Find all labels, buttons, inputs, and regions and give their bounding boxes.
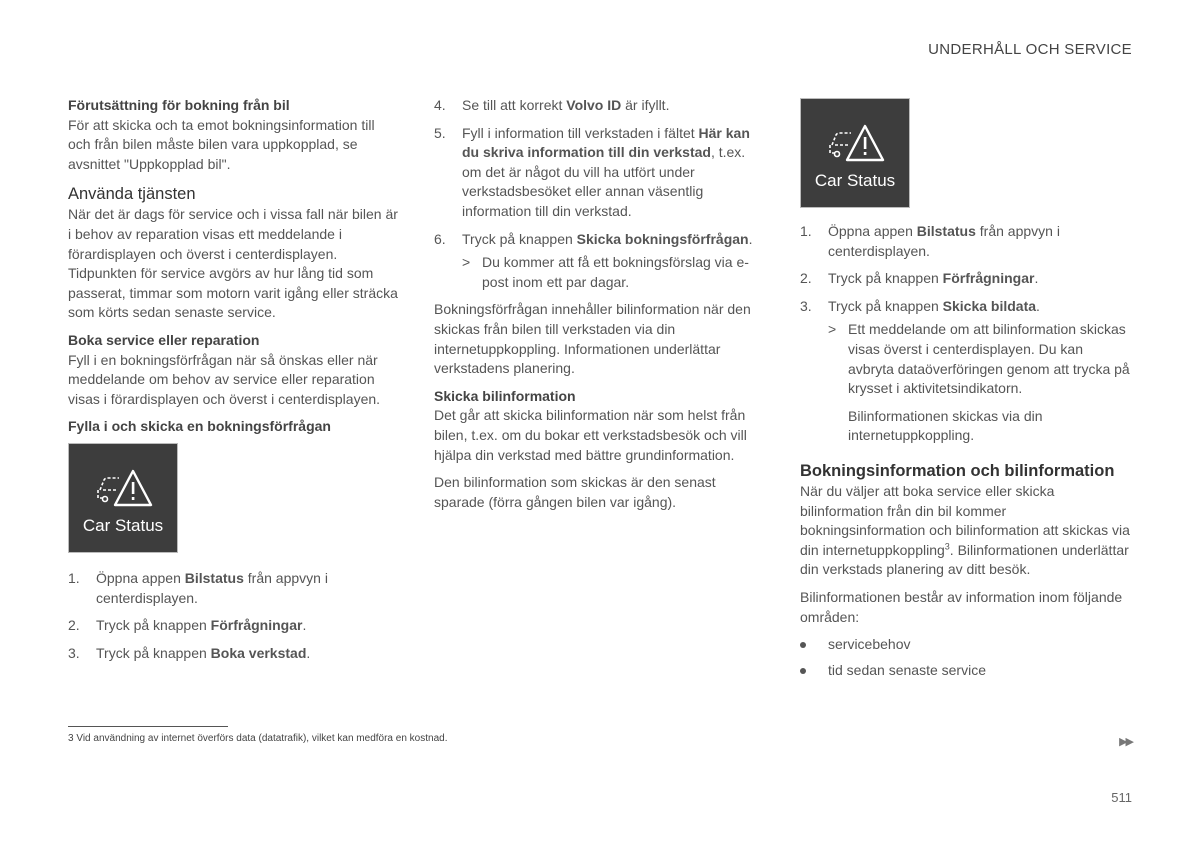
prereq-text: För att skicka och ta emot bokningsinformation till och från bilen måste bilen vara uppkopplad, se avsnittet "Uppkopplad bil". [68, 116, 375, 172]
footnote-text: Vid användning av internet överförs data (datatrafik), vilket kan medföra en kostnad. [73, 733, 448, 744]
send-heading: Skicka bilinformation [434, 387, 576, 404]
step-text: , t.ex. om det är något du vill ha utfört under verkstadsbesöket eller annan väsentlig information till din verkstad. [462, 144, 746, 219]
step-text: Tryck på knappen [96, 644, 211, 661]
step-bold: Boka verkstad [210, 644, 307, 661]
step-item [434, 230, 766, 293]
page-number: 511 [1111, 790, 1132, 805]
footnote-divider [68, 726, 228, 727]
step-number: 2. [800, 270, 812, 287]
step-text: . [1034, 270, 1039, 287]
step-text: Öppna appen [96, 569, 185, 586]
step-bold: Skicka bokningsförfrågan [576, 230, 749, 247]
footnote-ref: 3 [944, 541, 950, 552]
tile-label: Car Status [82, 516, 164, 536]
steps-list-3 [800, 222, 1132, 446]
step-text: Tryck på knappen [828, 270, 943, 287]
step-number: 3. [800, 297, 812, 314]
step-item [68, 644, 400, 664]
result-marker: > [462, 254, 471, 271]
step-text: från appvyn i centerdisplayen. [96, 569, 328, 606]
footnote-marker: 3 [68, 733, 74, 744]
car-warning-icon [827, 123, 885, 163]
latest-text: Den bilinformation som skickas är den senast sparade (förra gången bilen var igång). [434, 474, 716, 510]
next-page-arrows-icon: ▶▶ [1119, 736, 1132, 748]
step-bold: Skicka bildata [942, 297, 1037, 314]
result-extra-text: Bilinformationen skickas via din internetuppkoppling. [848, 407, 1043, 444]
result-text: Ett meddelande om att bilinformation skickas visas överst i centerdisplayen. Du kan avbryta dataöverföringen genom att trycka på krysset i aktivitetsindikatorn. [848, 321, 1130, 397]
footnote [68, 733, 447, 744]
step-number: 1. [68, 569, 80, 586]
step-bold: Här kan du skriva information till din verkstad [462, 124, 750, 161]
info-text-a: När du väljer att boka service eller skicka bilinformation från din bil kommer bokningsinformation och bilinformation att skickas via din internetuppkoppling [800, 482, 1130, 558]
step-result [828, 320, 1132, 398]
info-text [800, 482, 1132, 580]
request-text: Bokningsförfrågan innehåller bilinformation när den skickas från bilen till verkstaden via din internetuppkoppling. Informationen underlättar verkstadens planering. [434, 301, 751, 377]
step-bold: Bilstatus [184, 569, 244, 586]
step-number: 4. [434, 97, 446, 113]
use-text: När det är dags för service och i vissa fall när bilen är i behov av reparation visas ett meddelande i förardisplayen och överst i centerdisplayen. Tidpunkten för service avgörs av hur lång tid som passerat, timmar som motorn varit igång eller sträcka som körts sedan senaste service. [68, 206, 398, 321]
step-number: 1. [800, 223, 812, 239]
step-bold: Förfrågningar [942, 270, 1035, 287]
step-number: 2. [68, 617, 80, 634]
step-number: 6. [434, 230, 446, 247]
column-1 [68, 96, 400, 671]
step-text: Öppna appen [828, 223, 917, 239]
step-bold: Volvo ID [566, 97, 622, 113]
step-number: 5. [434, 124, 446, 141]
step-text: Tryck på knappen [462, 230, 577, 247]
step-text: . [1036, 297, 1040, 314]
section-title: UNDERHÅLL OCH SERVICE [928, 41, 1132, 58]
list-item [800, 635, 1132, 655]
result-marker: > [828, 321, 837, 338]
bullet-icon [800, 668, 806, 674]
tile-label: Car Status [814, 171, 896, 191]
step-number: 3. [68, 644, 80, 661]
steps-list-2 [434, 96, 766, 292]
step-text: Se till att korrekt [462, 97, 567, 113]
step-item [68, 616, 400, 636]
info-heading: Bokningsinformation och bilinformation [800, 461, 1115, 480]
column-2 [434, 96, 766, 512]
prereq-heading: Förutsättning för bokning från bil [68, 97, 290, 113]
send-text: Det går att skicka bilinformation när som helst från bilen, t.ex. om du bokar ett verkstadsbesök och vill hjälpa din verkstad med bättre grundinformation. [434, 407, 747, 463]
step-bold: Bilstatus [916, 223, 976, 239]
car-status-tile [68, 443, 178, 553]
step-text: . [302, 617, 307, 634]
info-text-b: . Bilinformationen underlättar din verkstads planering av ditt besök. [800, 541, 1129, 578]
result-text: Du kommer att få ett bokningsförslag via e-post inom ett par dagar. [482, 254, 749, 290]
step-item [434, 96, 766, 116]
step-text: . [748, 230, 753, 247]
step-text: Tryck på knappen [828, 297, 943, 314]
car-warning-icon [95, 468, 153, 508]
car-status-tile [800, 98, 910, 208]
book-heading: Boka service eller reparation [68, 331, 260, 348]
column-3 [800, 98, 1132, 686]
step-result [462, 253, 766, 292]
bullet-icon [800, 642, 806, 648]
step-text: Tryck på knappen [96, 617, 211, 634]
step-text: . [306, 644, 311, 661]
step-item [434, 124, 766, 222]
use-heading: Använda tjänsten [68, 185, 196, 204]
step-text: från appvyn i centerdisplayen. [828, 223, 1060, 259]
list-item-text: tid sedan senaste service [828, 661, 986, 678]
step-item [800, 269, 1132, 289]
list-item-text: servicebehov [828, 636, 911, 653]
fill-heading: Fylla i och skicka en bokningsförfrågan [68, 418, 331, 435]
step-item [800, 297, 1132, 446]
step-item [800, 222, 1132, 261]
book-text: Fyll i en bokningsförfrågan när så önskas eller när meddelande om behov av service eller reparation visas i förardisplayen och överst i centerdisplayen. [68, 351, 381, 407]
list-item [800, 661, 1132, 681]
areas-text: Bilinformationen består av information inom följande områden: [800, 588, 1123, 625]
step-bold: Förfrågningar [210, 617, 303, 634]
steps-list-1 [68, 569, 400, 663]
step-text: är ifyllt. [621, 97, 670, 113]
areas-list [800, 635, 1132, 680]
step-item [68, 569, 400, 608]
step-text: Fyll i information till verkstaden i fältet [462, 124, 699, 141]
